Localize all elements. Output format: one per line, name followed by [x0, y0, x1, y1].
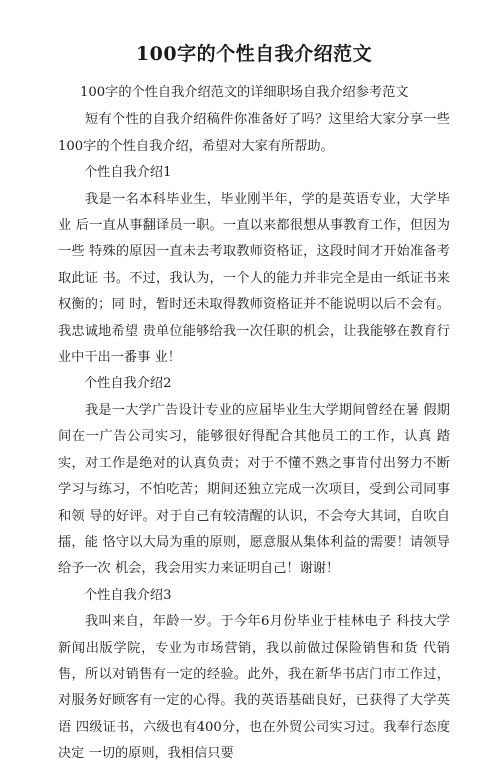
document-title: 100字的个性自我介绍范文 [135, 43, 373, 65]
section-1-heading: 个性自我介绍1 [84, 165, 172, 181]
intro-paragraph: 短有个性的自我介绍稿件你准备好了吗？这里给大家分享一些 100字的个性自我介绍，希望对大家有所帮助。 [58, 112, 450, 154]
section-1-body: 我是一名本科毕业生，毕业刚半年，学的是英语专业，大学毕业 后一直从事翻译员一职。一直以来都很想从事教育工作，但因为一些 特殊的原因一直未去考取教师资格证，这段时间才开始准备考取此证 书。不过，我认为，一个人的能力并非完全是由一纸证书来权衡的；同 时，暂时还未取得教师资格证并不能说明以后不会有。我忠诚地希望 贵单位能够给我一次任职的机会，让我能够在教育行业中干出一番事 业！ [58, 191, 450, 366]
section-2-heading: 个性自我介绍2 [84, 376, 172, 392]
section-2-body: 我是一大学广告设计专业的应届毕业生大学期间曾经在暑 假期间在一广告公司实习，能够很好得配合其他员工的工作，认真 踏实，对工作是绝对的认真负责；对于不懂不熟之事肯付出努力不断 学习与练习，不怕吃苦；期间还独立完成一次项目，受到公司同事和领 导的好评。对于自己有较清醒的认识，不会夸大其词，自吹自擂，能 恪守以大局为重的原则，愿意服从集体利益的需要！请领导给予一次 机会，我会用实力来证明自己！谢谢！ [58, 402, 450, 577]
section-3-heading: 个性自我介绍3 [84, 587, 172, 603]
section-3-body: 我叫来自，年龄一岁。于今年6月份毕业于桂林电子 科技大学新闻出版学院，专业为市场营销，我以前做过保险销售和货 代销售，所以对销售有一定的经验。此外，我在新华书店门市工作过， 对服务好顾客有一定的心得。我的英语基础良好，已获得了大学英语 四级证书，六级也有400分，也在外贸公司实习过。我奉行态度决定 一切的原则，我相信只要 [58, 614, 450, 762]
document-subtitle: 100字的个性自我介绍范文的详细职场自我介绍参考范文 [80, 85, 409, 100]
